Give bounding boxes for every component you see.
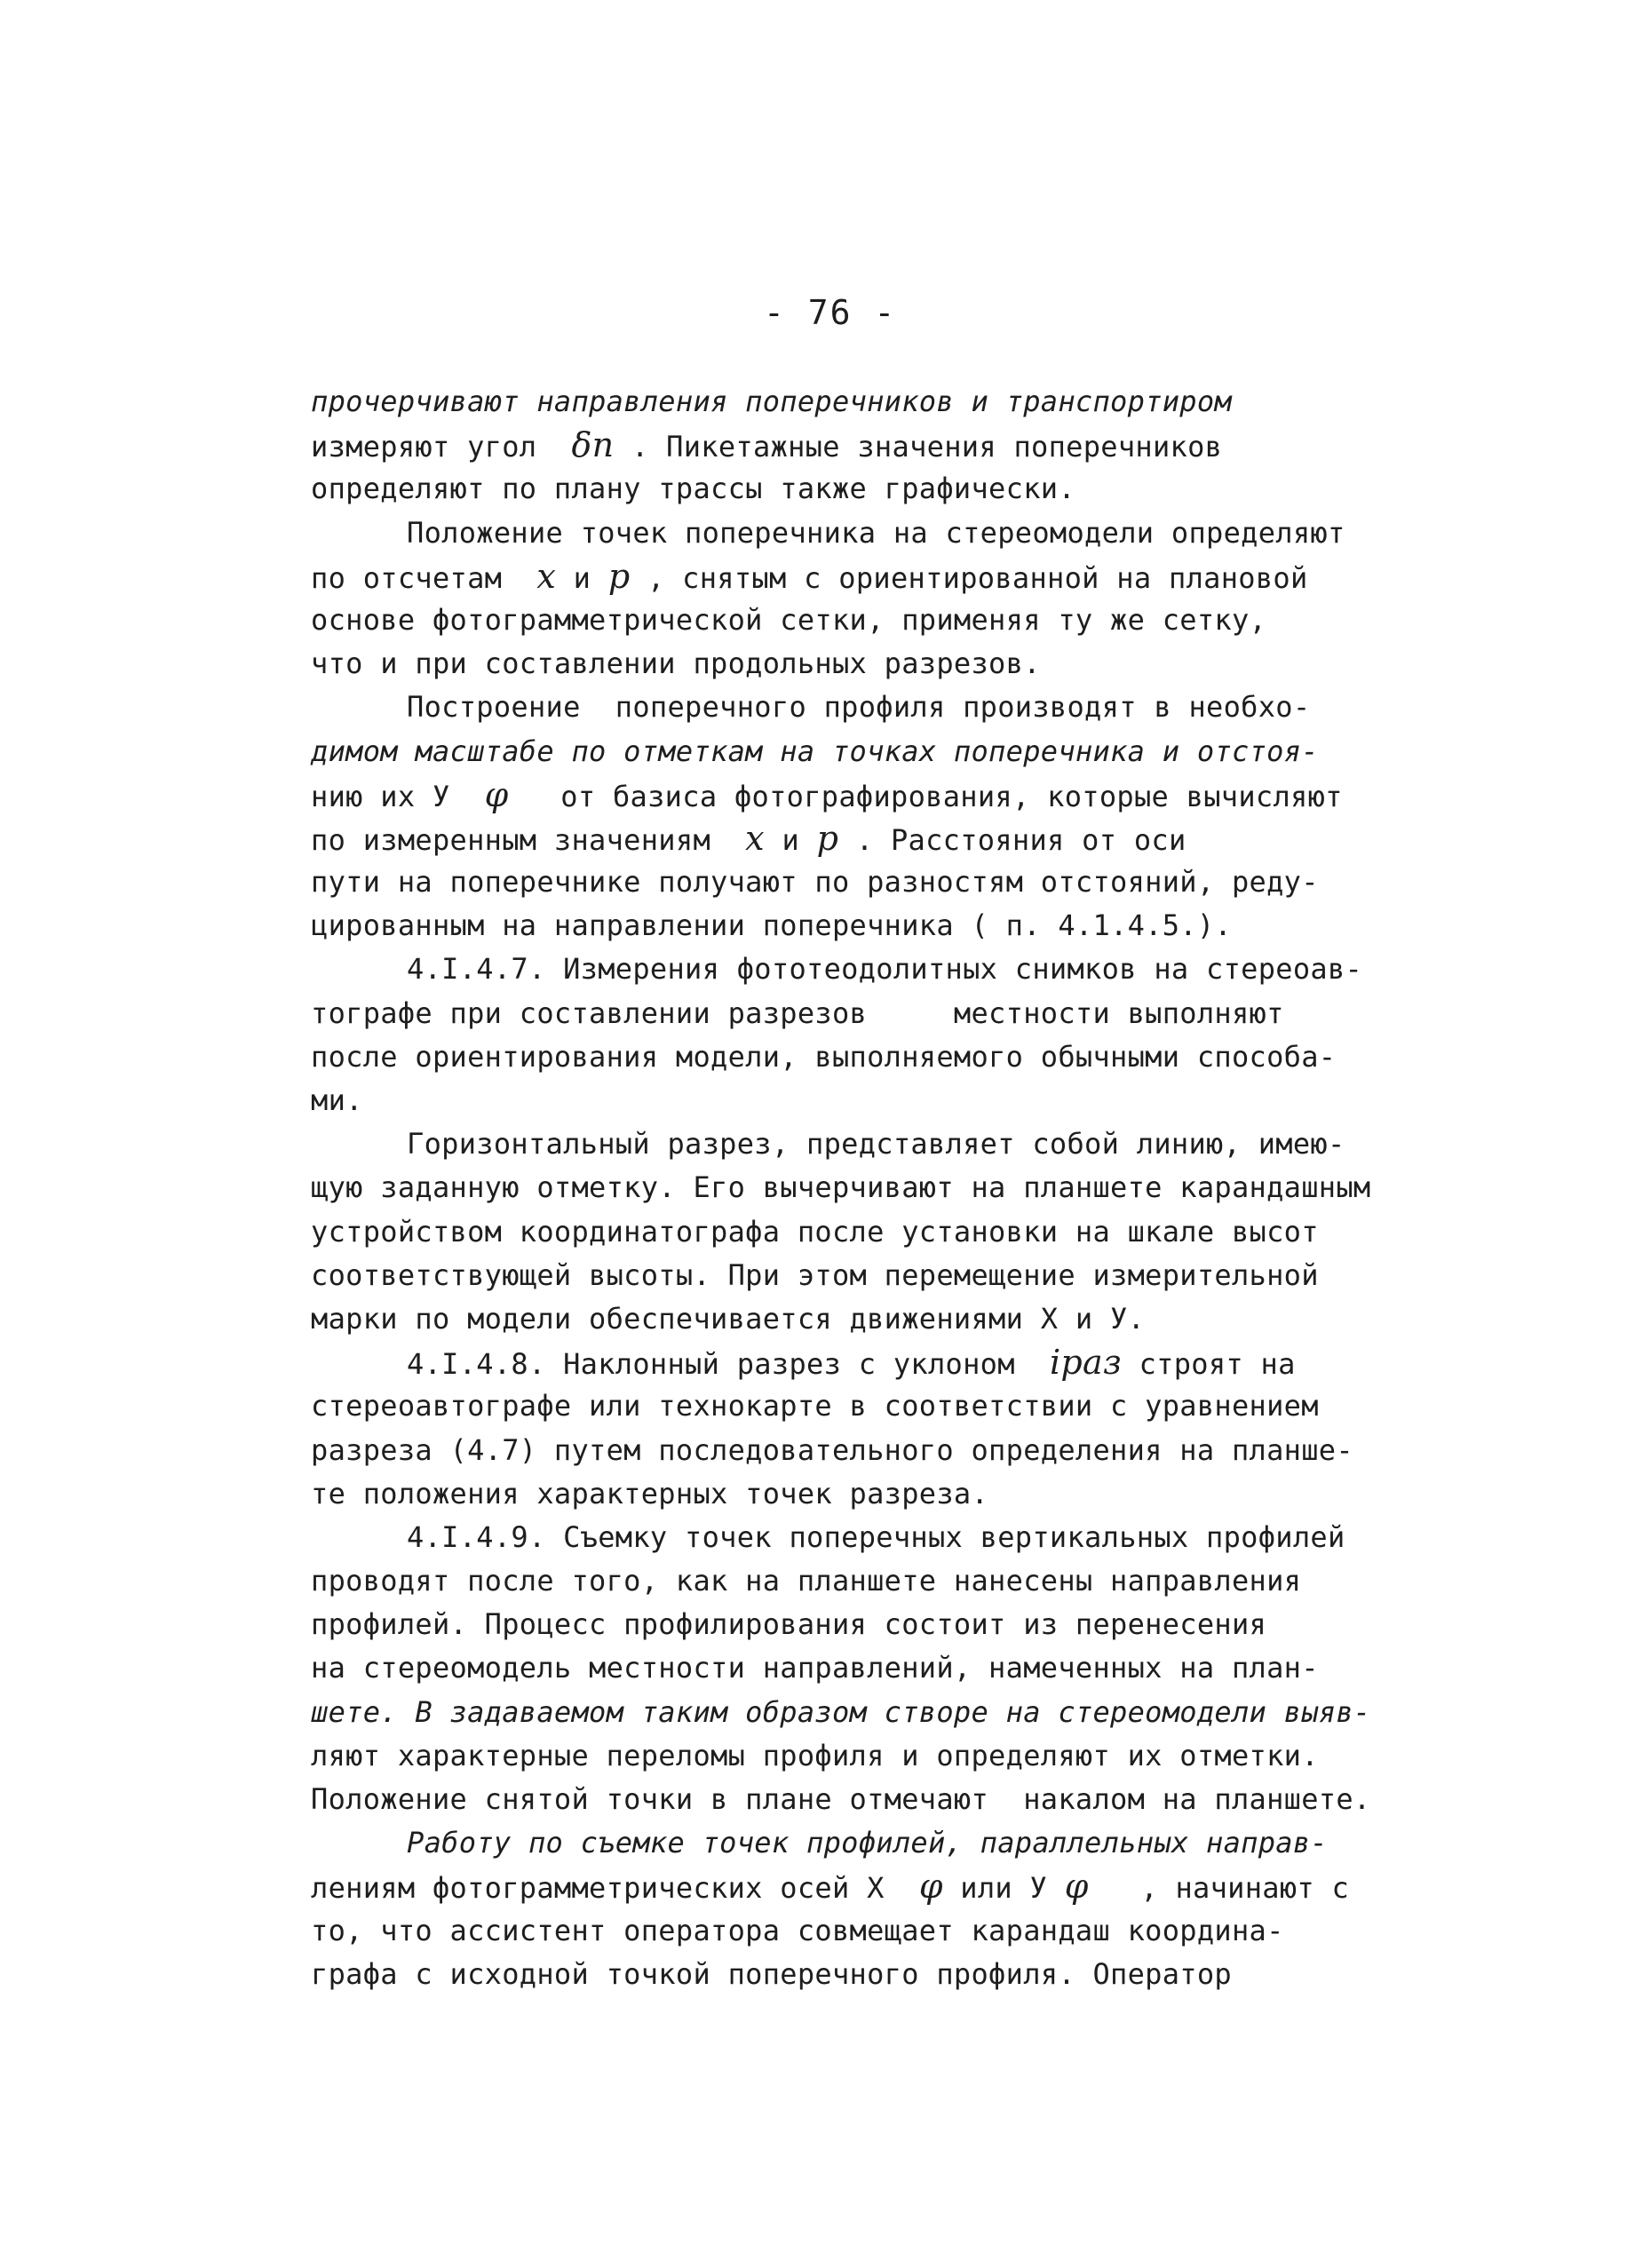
handwritten-symbol: δn — [571, 425, 615, 465]
line-text: определяют по плану трассы также графически. — [311, 472, 1075, 506]
line-text: по измеренным значениям — [311, 822, 711, 857]
text-line — [311, 860, 1456, 904]
text-line — [311, 904, 1456, 948]
line-text: Положение снятой точки в плане отмечают накалом на планшете. — [311, 1782, 1371, 1816]
text-line — [311, 1035, 1456, 1079]
line-text: Работу по съемке точек профилей, параллельных направ- — [407, 1826, 1328, 1860]
line-text: пути на поперечнике получают по разностям отстояний, реду- — [311, 865, 1319, 900]
line-text: щую заданную отметку. Его вычерчивают на планшете карандашным — [311, 1170, 1371, 1205]
text-line — [311, 1429, 1456, 1472]
text-line — [311, 1909, 1456, 1953]
text-line — [311, 467, 1456, 511]
line-text: то, что ассистент оператора совмещает карандаш координа- — [311, 1913, 1284, 1947]
line-text: ми. — [311, 1083, 363, 1117]
text-line — [311, 1603, 1456, 1646]
handwritten-symbol: x — [536, 556, 557, 596]
line-text-tail: и — [556, 560, 591, 595]
line-text: марки по модели обеспечивается движениями Х и У. — [311, 1301, 1146, 1336]
text-line — [311, 1734, 1456, 1778]
text-line — [311, 948, 1456, 991]
line-text: лениям фотограмметрических осей Х — [311, 1871, 885, 1906]
text-line — [311, 1297, 1456, 1341]
handwritten-symbol: φ — [918, 1867, 943, 1907]
text-line — [311, 511, 1456, 555]
handwritten-symbol: p — [816, 818, 839, 858]
text-line — [311, 599, 1456, 642]
text-line — [311, 1516, 1456, 1559]
text-line — [311, 1472, 1456, 1516]
handwritten-symbol: x — [745, 818, 765, 858]
line-text: по отсчетам — [311, 560, 503, 595]
text-line — [311, 1646, 1456, 1690]
line-text: после ориентирования модели, выполняемого обычными способа- — [311, 1039, 1337, 1074]
handwritten-symbol: φ — [1064, 1867, 1089, 1907]
line-text: нию их У — [311, 779, 450, 813]
text-line — [311, 1821, 1456, 1865]
line-text: профилей. Процесс профилирования состоит из перенесения — [311, 1607, 1267, 1642]
line-text-tail: строят на — [1122, 1347, 1296, 1382]
line-text-tail: от базиса фотографирования, которые вычисляют — [508, 779, 1343, 813]
text-line — [311, 1341, 1456, 1384]
line-text-tail: . Расстояния от оси — [838, 822, 1187, 857]
line-text: тографе при составлении разрезов местности выполняют — [311, 995, 1284, 1030]
text-line — [311, 773, 1456, 817]
line-text: основе фотограмметрической сетки, применяя ту же сетку, — [311, 602, 1267, 637]
line-text: соответствующей высоты. При этом перемещение измерительной — [311, 1257, 1319, 1292]
text-line — [311, 1122, 1456, 1166]
line-text-tail: или У — [942, 1871, 1048, 1906]
line-text: Горизонтальный разрез, представляет собой линию, имею- — [407, 1127, 1345, 1162]
line-text: измеряют угол — [311, 430, 537, 464]
line-text: на стереомодель местности направлений, намеченных на план- — [311, 1651, 1319, 1685]
line-text: что и при составлении продольных разрезов. — [311, 646, 1041, 681]
line-text-tail: . Пикетажные значения поперечников — [614, 430, 1223, 464]
text-line — [311, 1166, 1456, 1209]
line-text: цированным на направлении поперечника ( п. 4.1.4.5.). — [311, 908, 1232, 943]
text-line — [311, 730, 1456, 773]
text-line — [311, 555, 1456, 599]
line-text: стереоавтографе или технокарте в соответствии с уравнением — [311, 1389, 1319, 1423]
line-text: ляют характерные переломы профиля и определяют их отметки. — [311, 1738, 1319, 1772]
text-line — [311, 1559, 1456, 1603]
line-text: проводят после того, как на планшете нанесены направления — [311, 1564, 1302, 1598]
line-text: те положения характерных точек разреза. — [311, 1476, 989, 1511]
line-text: графа с исходной точкой поперечного профиля. Оператор — [311, 1956, 1232, 1991]
line-text: шете. В задаваемом таким образом створе на стереомодели выяв- — [311, 1694, 1371, 1729]
page-number: - 76 - — [764, 293, 897, 332]
line-text-tail: и — [764, 822, 800, 857]
text-line — [311, 1865, 1456, 1908]
text-line — [311, 817, 1456, 860]
text-line — [311, 992, 1456, 1035]
line-text: прочерчивают направления поперечников и транспортиром — [311, 385, 1232, 418]
handwritten-symbol: φ — [484, 774, 509, 814]
text-line — [311, 642, 1456, 686]
handwritten-symbol: iраз — [1049, 1343, 1122, 1383]
line-text: димом масштабе по отметкам на точках поперечника и отстоя- — [311, 734, 1319, 768]
text-line — [311, 380, 1456, 424]
line-text: устройством координатографа после установки на шкале высот — [311, 1214, 1319, 1249]
handwritten-symbol: p — [607, 556, 631, 596]
text-line — [311, 1079, 1456, 1122]
line-text: Построение поперечного профиля производят в необхо- — [407, 690, 1311, 725]
line-text-tail: , начинают с — [1088, 1871, 1350, 1906]
line-text: 4.I.4.7. Измерения фототеодолитных снимков на стереоав- — [407, 952, 1363, 987]
line-text-tail: , снятым с ориентированной на плановой — [630, 560, 1308, 595]
line-text: 4.I.4.9. Съемку точек поперечных вертикальных профилей — [407, 1519, 1345, 1554]
line-text: разреза (4.7) путем последовательного определения на планше- — [311, 1432, 1353, 1467]
line-text: 4.I.4.8. Наклонный разрез с уклоном — [407, 1347, 1015, 1382]
text-line — [311, 1384, 1456, 1428]
line-text: Положение точек поперечника на стереомодели определяют — [407, 515, 1345, 550]
text-line — [311, 424, 1456, 467]
text-line — [311, 1254, 1456, 1297]
document-body — [311, 380, 1456, 1996]
text-line — [311, 1953, 1456, 1996]
text-line — [311, 686, 1456, 729]
text-line — [311, 1778, 1456, 1821]
text-line — [311, 1210, 1456, 1254]
text-line — [311, 1691, 1456, 1734]
